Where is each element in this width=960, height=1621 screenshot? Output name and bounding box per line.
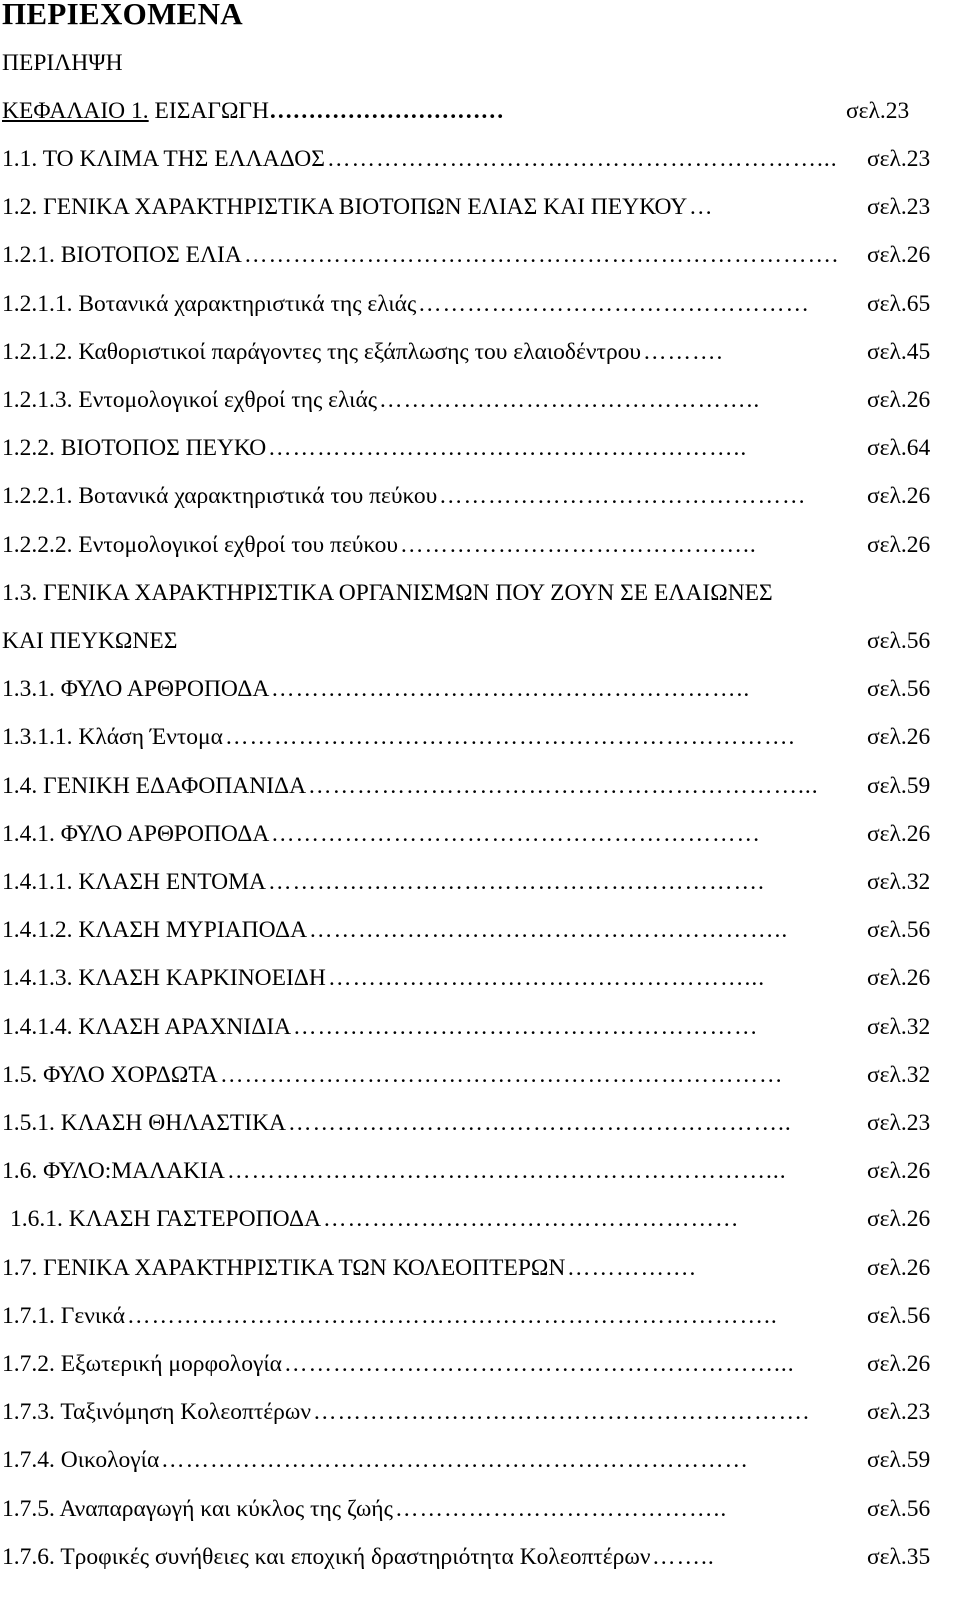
toc-entry-label: 1.7. ΓΕΝΙΚΑ ΧΑΡΑΚΤΗΡΙΣΤΙΚΑ ΤΩΝ ΚΟΛΕΟΠΤΕΡΩΝ — [2, 1255, 566, 1281]
toc-entry-leader: …………………………………….. — [400, 532, 757, 558]
toc-entry[interactable] — [2, 867, 931, 897]
toc-entry-page: σελ.26 — [867, 532, 931, 558]
toc-entry-leader: …….. — [652, 1544, 715, 1570]
toc-entry-leader: ………………………………………………….. — [271, 676, 751, 702]
toc-entry-page: σελ.45 — [867, 339, 931, 365]
toc-entry-page: σελ.26 — [867, 1206, 931, 1232]
toc-entry-leader: ……………………………………… — [439, 483, 807, 509]
toc-entry[interactable] — [2, 915, 931, 945]
toc-entry-label: 1.2.2. ΒΙΟΤΟΠΟΣ ΠΕΥΚΟ — [2, 435, 267, 461]
toc-entry[interactable] — [2, 819, 931, 849]
toc-entry-label: 1.3. ΓΕΝΙΚΑ ΧΑΡΑΚΤΗΡΙΣΤΙΚΑ ΟΡΓΑΝΙΣΜΩΝ ΠΟΥ ΖΟΥΝ ΣΕ ΕΛΑΙΩΝΕΣ — [2, 580, 773, 606]
toc-entry[interactable] — [2, 1012, 931, 1042]
toc-entry-page: σελ.35 — [867, 1544, 931, 1570]
toc-entry-label: 1.7.1. Γενικά — [2, 1303, 126, 1329]
toc-entry-label: 1.2.2.2. Εντομολογικοί εχθροί του πεύκου — [2, 532, 399, 558]
toc-entry[interactable] — [2, 1445, 931, 1475]
toc-entry-page: σελ.26 — [867, 965, 931, 991]
toc-entry-leader: ……………………………………………………. — [268, 869, 765, 895]
toc-entry-label: 1.5. ΦΥΛΟ ΧΟΡΔΩΤΑ — [2, 1062, 218, 1088]
toc-entry-label: 1.7.5. Αναπαραγωγή και κύκλος της ζωής — [2, 1496, 393, 1522]
toc-entry-label: 1.7.4. Οικολογία — [2, 1447, 160, 1473]
toc-entry[interactable] — [2, 626, 931, 656]
toc-entry-page: σελ.26 — [867, 1255, 931, 1281]
toc-entry[interactable] — [2, 722, 931, 752]
toc-entry[interactable] — [2, 1542, 931, 1572]
toc-entry-page: σελ.65 — [867, 291, 931, 317]
toc-entry-page: σελ.32 — [867, 869, 931, 895]
toc-entry-label: 1.2.1.2. Καθοριστικοί παράγοντες της εξάπλωσης του ελαιοδέντρου — [2, 339, 642, 365]
toc-entry[interactable] — [2, 771, 931, 801]
toc-entry-label: 1.3.1. ΦΥΛΟ ΑΡΘΡΟΠΟΔΑ — [2, 676, 270, 702]
toc-entry-leader: ………………………………………………………………. — [244, 242, 839, 268]
toc-entry-leader: ……………. — [567, 1255, 697, 1281]
toc-entry[interactable] — [2, 530, 931, 560]
toc-entry-leader: ………………………………………… — [418, 291, 810, 317]
toc-entry-leader: …………………………………………………………... — [227, 1158, 787, 1184]
toc-entry[interactable] — [2, 578, 773, 608]
toc-entry-label: ΚΑΙ ΠΕΥΚΩΝΕΣ — [2, 628, 178, 654]
toc-entry-page: σελ.56 — [867, 676, 931, 702]
toc-entry-label: 1.2.2.1. Βοτανικά χαρακτηριστικά του πεύκου — [2, 483, 438, 509]
toc-entry-leader: …………………………………………………………… — [220, 1062, 784, 1088]
toc-entry[interactable] — [2, 674, 931, 704]
toc-entry-label: 1.7.3. Ταξινόμηση Κολεοπτέρων — [2, 1399, 311, 1425]
toc-entry-page: σελ.23 — [867, 194, 931, 220]
toc-entry-page: σελ.23 — [867, 1110, 931, 1136]
toc-entry-page: σελ.59 — [867, 1447, 931, 1473]
toc-entry-page: σελ.32 — [867, 1062, 931, 1088]
toc-entry-page: σελ.23 — [867, 146, 931, 172]
toc-entry-label: 1.2.1. ΒΙΟΤΟΠΟΣ ΕΛΙΑ — [2, 242, 242, 268]
summary-entry[interactable] — [2, 48, 123, 78]
toc-entry-page: σελ.56 — [867, 1496, 931, 1522]
toc-entry[interactable] — [2, 1204, 931, 1234]
toc-entry-label: 1.2.1.3. Εντομολογικοί εχθροί της ελιάς — [2, 387, 378, 413]
toc-entry-label: 1.4. ΓΕΝΙΚΗ ΕΔΑΦΟΠΑΝΙΔΑ — [2, 773, 307, 799]
toc-entry-label: 1.2.1.1. Βοτανικά χαρακτηριστικά της ελιάς — [2, 291, 417, 317]
toc-title: ΠΕΡΙΕΧΟΜΕΝΑ — [2, 0, 243, 31]
toc-entry[interactable] — [2, 433, 931, 463]
toc-entry-leader: …………………………………………………………………….. — [127, 1303, 778, 1329]
toc-entry-leader: … — [689, 194, 714, 220]
chapter-1-entry[interactable] — [2, 96, 910, 126]
toc-entry-page: σελ.56 — [867, 917, 931, 943]
toc-entry[interactable] — [2, 240, 931, 270]
toc-entry-leader: ……………………………………………………………… — [161, 1447, 749, 1473]
toc-entry[interactable] — [2, 1060, 931, 1090]
toc-entry-label: 1.7.6. Τροφικές συνήθειες και εποχική δραστηριότητα Κολεοπτέρων — [2, 1544, 651, 1570]
toc-entry[interactable] — [2, 1253, 931, 1283]
toc-entry[interactable] — [2, 385, 931, 415]
toc-entry-label: 1.4.1.3. ΚΛΑΣΗ ΚΑΡΚΙΝΟΕΙΔΗ — [2, 965, 326, 991]
toc-entry-leader: …………………………………………………… — [271, 821, 761, 847]
toc-entry-leader: ……………………………………………………... — [284, 1351, 795, 1377]
toc-entry-label: 1.4.1. ΦΥΛΟ ΑΡΘΡΟΠΟΔΑ — [2, 821, 270, 847]
toc-entry-page: σελ.26 — [867, 1158, 931, 1184]
toc-entry-page: σελ.26 — [867, 483, 931, 509]
toc-entry-page: σελ.26 — [867, 1351, 931, 1377]
chapter-1-prefix: ΚΕΦΑΛΑΙΟ 1. — [2, 98, 149, 124]
toc-entry-page: σελ.23 — [867, 1399, 931, 1425]
toc-entry-leader: ……………………………………………... — [328, 965, 766, 991]
chapter-1-title: ΕΙΣΑΓΩΓΗ — [154, 98, 269, 124]
toc-entry-page: σελ.26 — [867, 724, 931, 750]
toc-entry-leader: ……………………………………………………………. — [225, 724, 796, 750]
toc-entry-leader: ………………………………………………… — [293, 1014, 759, 1040]
toc-entry-leader: ……………………………………………………... — [327, 146, 838, 172]
toc-entry[interactable] — [2, 1301, 931, 1331]
chapter-1-leader: ………………………… — [268, 98, 504, 124]
toc-entry-page: σελ.59 — [867, 773, 931, 799]
toc-entry-page: σελ.64 — [867, 435, 931, 461]
toc-entry-label: 1.6.1. ΚΛΑΣΗ ΓΑΣΤΕΡΟΠΟΔΑ — [10, 1206, 322, 1232]
toc-entry-page: σελ.26 — [867, 387, 931, 413]
toc-entry-page: σελ.56 — [867, 1303, 931, 1329]
toc-entry-label: 1.3.1.1. Κλάση Έντομα — [2, 724, 223, 750]
toc-entry-leader: ………………………………….. — [395, 1496, 728, 1522]
toc-entry[interactable] — [2, 481, 931, 511]
toc-entry[interactable] — [2, 289, 931, 319]
toc-entry-label: 1.2. ΓΕΝΙΚΑ ΧΑΡΑΚΤΗΡΙΣΤΙΚΑ ΒΙΟΤΟΠΩΝ ΕΛΙΑΣ ΚΑΙ ΠΕΥΚΟΥ — [2, 194, 688, 220]
toc-entry-leader: ……………………………………………………... — [308, 773, 819, 799]
toc-entry-label: 1.4.1.1. ΚΛΑΣΗ ΕΝΤΟΜΑ — [2, 869, 266, 895]
summary-label: ΠΕΡΙΛΗΨΗ — [2, 50, 123, 76]
toc-entry-page: σελ.26 — [867, 242, 931, 268]
chapter-1-page: σελ.23 — [846, 98, 910, 124]
toc-entry[interactable] — [2, 1349, 931, 1379]
toc-entry[interactable] — [2, 1397, 931, 1427]
toc-entry-leader: ………. — [643, 339, 724, 365]
toc-entry[interactable] — [2, 144, 931, 174]
toc-entry[interactable] — [2, 1156, 931, 1186]
toc-entry-leader: …………………………………………………….. — [288, 1110, 792, 1136]
toc-entry-label: 1.1. ΤΟ ΚΛΙΜΑ ΤΗΣ ΕΛΛΑΔΟΣ — [2, 146, 325, 172]
toc-entry-leader: ……………………………………………………. — [313, 1399, 810, 1425]
toc-entry-leader: ………………………………………………….. — [268, 435, 748, 461]
toc-entry-leader: ………………………………………………….. — [309, 917, 789, 943]
toc-entry[interactable] — [2, 192, 931, 222]
toc-entry[interactable] — [2, 1108, 931, 1138]
toc-entry-leader: …………………………………………… — [323, 1206, 740, 1232]
toc-entry-label: 1.6. ΦΥΛΟ:ΜΑΛΑΚΙΑ — [2, 1158, 225, 1184]
toc-entry-page: σελ.26 — [867, 821, 931, 847]
toc-entry-page: σελ.56 — [867, 628, 931, 654]
toc-entry[interactable] — [2, 337, 931, 367]
toc-entry-label: 1.7.2. Εξωτερική μορφολογία — [2, 1351, 282, 1377]
toc-entry-page: σελ.32 — [867, 1014, 931, 1040]
toc-entry-label: 1.4.1.2. ΚΛΑΣΗ ΜΥΡΙΑΠΟΔΑ — [2, 917, 308, 943]
toc-entry-leader: ……………………………………….. — [379, 387, 761, 413]
toc-entry-label: 1.5.1. ΚΛΑΣΗ ΘΗΛΑΣΤΙΚΑ — [2, 1110, 287, 1136]
toc-entry[interactable] — [2, 1494, 931, 1524]
toc-entry[interactable] — [2, 963, 931, 993]
toc-entry-label: 1.4.1.4. ΚΛΑΣΗ ΑΡΑΧΝΙΔΙΑ — [2, 1014, 292, 1040]
